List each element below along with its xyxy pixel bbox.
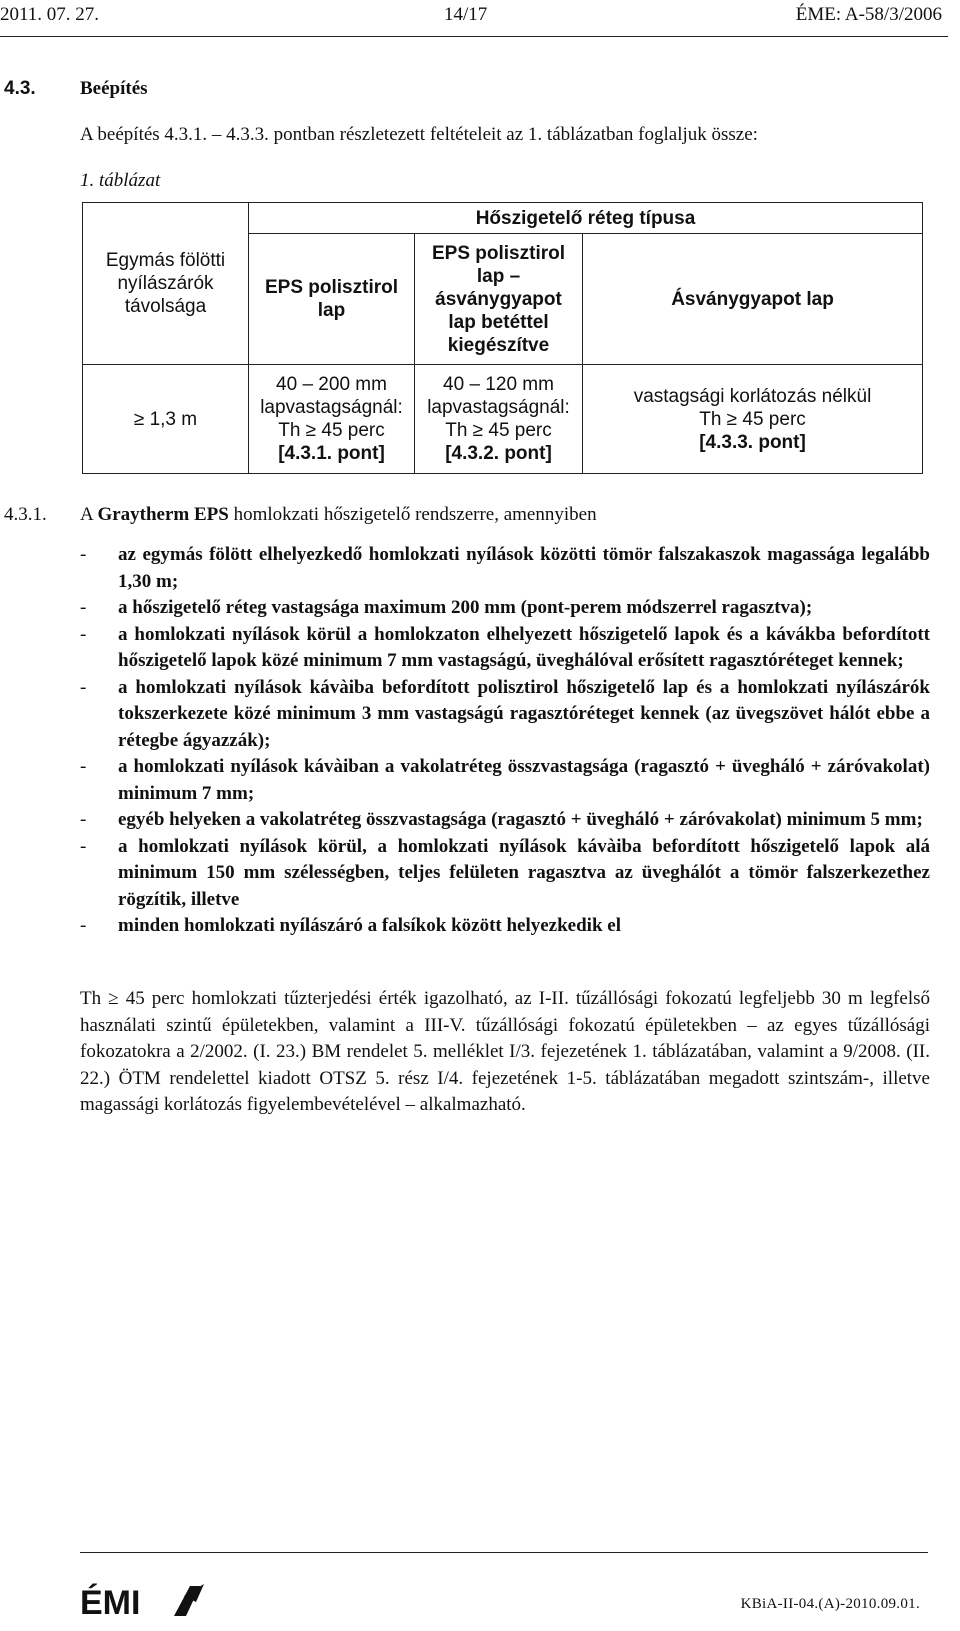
- cell-mixed-values: 40 – 120 mm lapvastagságnál: Th ≥ 45 perc [4.3.2. pont]: [415, 365, 583, 474]
- table-caption: 1. táblázat: [80, 170, 161, 191]
- cell-mineral-values: vastagsági korlátozás nélkül Th ≥ 45 perc [4.3.3. pont]: [583, 365, 923, 474]
- col-header-mineral-wool: Ásványgyapot lap: [583, 234, 923, 365]
- subsection-number: 4.3.1.: [4, 504, 47, 525]
- intro-paragraph: A beépítés 4.3.1. – 4.3.3. pontban részletezett feltételeit az 1. táblázatban foglaljuk össze:: [80, 124, 758, 145]
- list-item: - minden homlokzati nyílászáró a falsíkok között helyezkedik el: [80, 915, 621, 936]
- header-page-number: 14/17: [444, 4, 488, 25]
- closing-paragraph: Th ≥ 45 perc homlokzati tűzterjedési érték igazolható, az I-II. tűzállósági fokozatú legfeljebb 30 m legfelső használati szintű épületekben, valamint a III-V. tűzállósági fokozatú épületekben – az egyes tűzállósági fokozatokra a 2/2002. (I. 23.) BM rendelet 5. melléklet I/3. fejezetének 1. táblázatában, valamint a 9/2008. (II. 22.) ÖTM rendelettel kiadott OTSZ 5. rész I/4. fejezetének 1-5. táblázatában megadott szintszám-, illetve magassági korlátozás figyelembevételével – alkalmazható.: [80, 988, 930, 1115]
- header-date: 2011. 07. 27.: [0, 4, 100, 25]
- list-item: - egyéb helyeken a vakolatréteg összvastagsága (ragasztó + üvegháló + záróvakolat) minimum 5 mm;: [80, 809, 923, 830]
- installation-table: [82, 202, 923, 474]
- list-item: - a homlokzati nyílások körül, a homlokzati nyílások kávàiba befordított hőszigetelő lapok alá minimum 150 mm szélességben, teljes felületen ragasztva az üveghálót a tömör falszerkezethez rögzítik, illetve: [80, 835, 930, 910]
- section-title: Beépítés: [80, 78, 148, 99]
- section-number: 4.3.: [4, 78, 36, 99]
- group-header-insulation-type: Hőszigetelő réteg típusa: [249, 203, 923, 234]
- svg-text:ÉMI: ÉMI: [80, 1584, 141, 1618]
- cell-eps-values: 40 – 200 mm lapvastagságnál: Th ≥ 45 perc [4.3.1. pont]: [249, 365, 415, 474]
- col-header-distance: Egymás fölötti nyílászárók távolsága: [83, 203, 249, 365]
- list-item: - a homlokzati nyílások körül a homlokzaton elhelyezett hőszigetelő lapok és a kávákba befordított hőszigetelő lapok közé minimum 7 mm vastagságú, üveghálóval erősített ragasztóréteget kennek;: [80, 623, 930, 671]
- list-item: - az egymás fölött elhelyezkedő homlokzati nyílások közötti tömör falszakaszok magassága legalább 1,30 m;: [80, 544, 930, 592]
- logo-arrow-icon: [174, 1584, 204, 1616]
- page-header: [0, 0, 948, 37]
- product-name: Graytherm EPS: [97, 504, 229, 525]
- header-document-code: ÉME: A-58/3/2006: [795, 4, 942, 25]
- list-item: - a hőszigetelő réteg vastagsága maximum 200 mm (pont-perem módszerrel ragasztva);: [80, 597, 813, 618]
- list-item: - a homlokzati nyílások kávàiba befordított polisztirol hőszigetelő lap és a homlokzati nyílászárók tokszerkezete közé minimum 3 mm vastagságú ragasztóréteget kennek (az üvegszövet hálót ebbe a rétegbe ágyazzák);: [80, 676, 930, 751]
- footer-document-code: KBiA-II-04.(A)-2010.09.01.: [740, 1596, 920, 1612]
- conditions-list: [80, 542, 930, 940]
- col-header-eps-mineral: EPS polisztirol lap – ásványgyapot lap betéttel kiegészítve: [415, 234, 583, 365]
- emi-logo: [78, 1582, 214, 1618]
- footer-divider: [80, 1552, 928, 1553]
- subsection-lead: A Graytherm EPS homlokzati hőszigetelő rendszerre, amennyiben: [80, 504, 597, 525]
- col-header-eps: EPS polisztirol lap: [249, 234, 415, 365]
- list-item: - a homlokzati nyílások kávàiban a vakolatréteg összvastagsága (ragasztó + üvegháló + záróvakolat) minimum 7 mm;: [80, 756, 930, 804]
- cell-distance: ≥ 1,3 m: [83, 365, 249, 474]
